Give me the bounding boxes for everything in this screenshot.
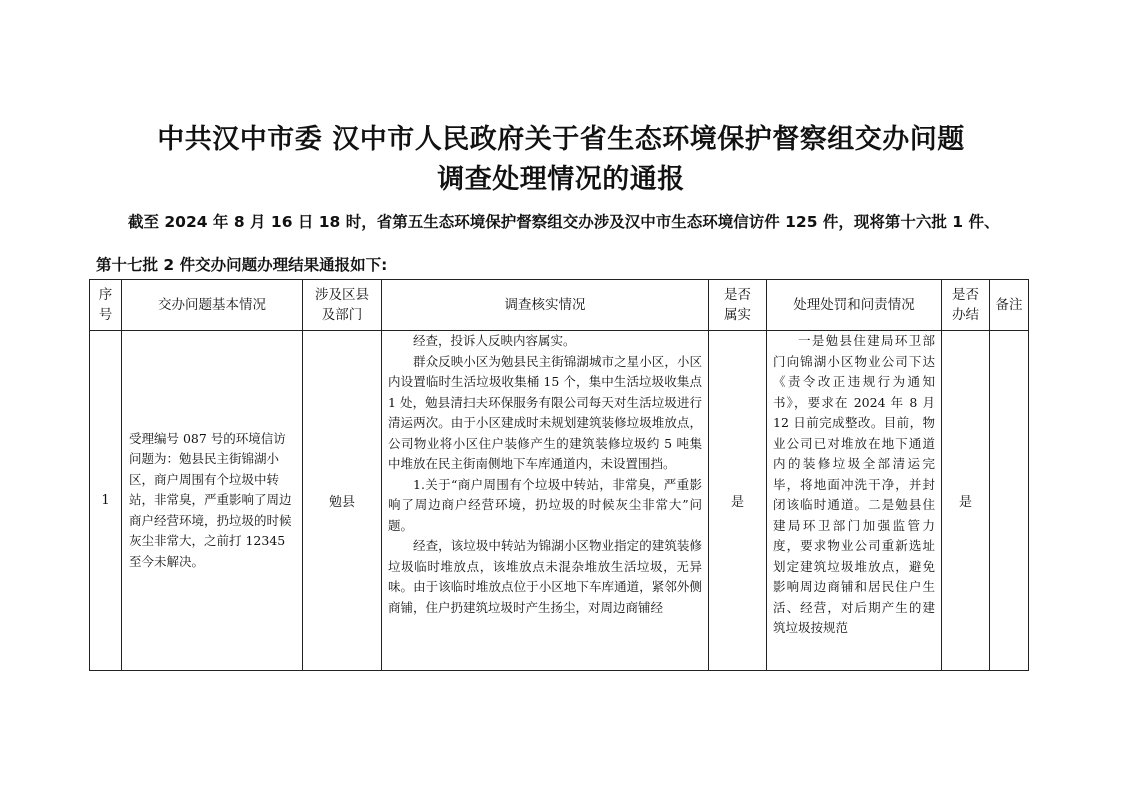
basic-info-text: 受理编号 087 号的环境信访问题为：勉县民主街锦湖小区，商户周围有个垃圾中转站，非常臭，严重影响了周边商户经营环境，扔垃圾的时候灰尘非常大，之前打 12345 至今未解决。 [129,430,292,569]
header-completed: 是否 办结 [942,280,990,331]
header-truthful: 是否 属实 [709,280,767,331]
investigation-paragraph: 经查，投诉人反映内容属实。 [413,333,576,348]
cell-district: 勉县 [303,331,382,671]
table-header-row [90,280,1029,331]
header-seq: 序 号 [90,280,122,331]
intro-line1: 截至 2024 年 8 月 16 日 18 时，省第五生态环境保护督察组交办涉及汉中市生态环境信访件 125 件，现将第十六批 1 件、 [128,213,1000,231]
cell-remark [990,331,1029,671]
intro-line2: 第十七批 2 件交办问题办理结果通报如下: [96,256,388,274]
header-district: 涉及区县 及部门 [303,280,382,331]
table-row [90,331,1029,671]
document-title-line2: 调查处理情况的通报 [437,164,685,195]
cell-investigation [382,331,709,671]
header-basic-info: 交办问题基本情况 [122,280,303,331]
cell-seq: 1 [90,331,122,671]
cell-basic-info [122,331,303,671]
investigation-paragraph: 群众反映小区为勉县民主街锦湖城市之星小区，小区内设置临时生活垃圾收集桶 15 个，集中生活垃圾收集点 1 处，勉县清扫夫环保服务有限公司每天对生活垃圾进行清运两次。由于小区建成时未规划建筑装修垃圾堆放点，公司物业将小区住户装修产生的建筑装修垃圾约 5 吨集中堆放在民主街南侧地下车库通道内，未设置围挡。 [388,353,702,471]
cell-truthful: 是 [709,331,767,671]
investigation-paragraph: 经查，该垃圾中转站为锦湖小区物业指定的建筑装修垃圾临时堆放点，该堆放点未混杂堆放生活垃圾，无异味。由于该临时堆放点位于小区地下车库通道，紧邻外侧商铺，住户扔建筑垃圾时产生扬尘，对周边商铺经 [388,538,702,615]
cell-penalty [767,331,942,671]
header-investigation: 调查核实情况 [382,280,709,331]
document-title-line1: 中共汉中市委 汉中市人民政府关于省生态环境保护督察组交办问题 [157,124,965,155]
investigation-paragraph: 1.关于“商户周围有个垃圾中转站，非常臭，严重影响了周边商户经营环境，扔垃圾的时候灰尘非常大”问题。 [388,476,702,533]
cell-completed: 是 [942,331,990,671]
header-remark: 备注 [990,280,1029,331]
header-penalty: 处理处罚和问责情况 [767,280,942,331]
results-table [89,279,1029,671]
penalty-paragraph: 一是勉县住建局环卫部门向锦湖小区物业公司下达《责令改正违规行为通知书》，要求在 2024 年 8 月 12 日前完成整改。目前，物业公司已对堆放在地下通道内的装修垃圾全部清运完毕，将地面冲洗干净，并封闭该临时通道。二是勉县住建局环卫部门加强监管力度，要求物业公司重新选址划定建筑垃圾堆放点，避免影响周边商铺和居民住户生活、经营，对后期产生的建筑垃圾按规范 [773,333,935,635]
